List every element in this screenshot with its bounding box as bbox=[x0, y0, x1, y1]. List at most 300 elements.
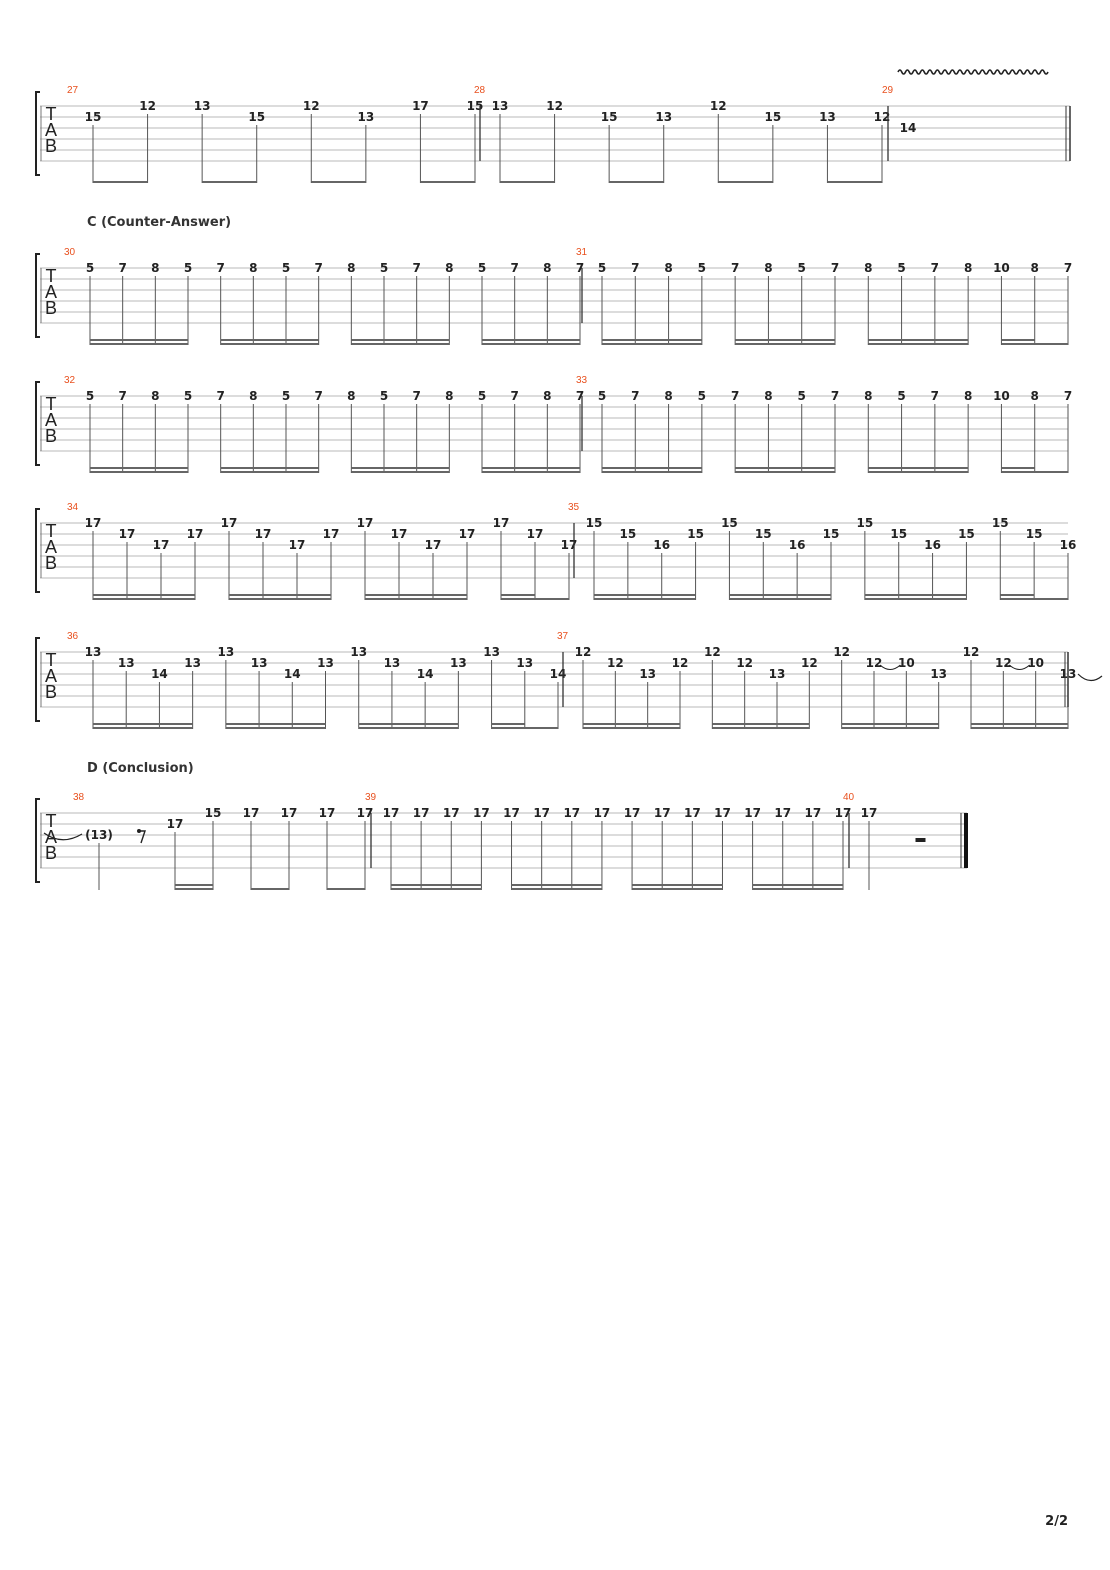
fret-number: 12 bbox=[736, 656, 754, 670]
page-number: 2/2 bbox=[1045, 1514, 1068, 1529]
fret-number: 8 bbox=[864, 389, 873, 403]
fret-number: 13 bbox=[350, 645, 368, 659]
beam-secondary bbox=[735, 467, 835, 469]
tab-clef-letter: B bbox=[44, 843, 58, 863]
fret-number: 12 bbox=[671, 656, 689, 670]
fret-number: 13 bbox=[217, 645, 235, 659]
fret-number: 13 bbox=[250, 656, 268, 670]
fret-number: 5 bbox=[797, 389, 806, 403]
fret-number: 8 bbox=[963, 261, 973, 275]
beam bbox=[351, 343, 449, 345]
fret-number: 17 bbox=[492, 516, 510, 530]
fret-number: 13 bbox=[117, 656, 135, 670]
fret-number: 17 bbox=[442, 806, 460, 820]
fret-number: 17 bbox=[860, 806, 878, 820]
fret-number: 17 bbox=[593, 806, 611, 820]
beam-secondary bbox=[1001, 339, 1034, 341]
beam bbox=[175, 888, 213, 890]
fret-number: 13 bbox=[383, 656, 401, 670]
section-label: C (Counter-Answer) bbox=[87, 215, 232, 230]
beam bbox=[229, 598, 331, 600]
fret-number: 17 bbox=[804, 806, 822, 820]
fret-number: 5 bbox=[897, 261, 906, 275]
fret-number: 7 bbox=[930, 389, 940, 403]
fret-number: 13 bbox=[819, 110, 836, 124]
fret-number: 17 bbox=[166, 817, 184, 831]
fret-number: 12 bbox=[703, 645, 721, 659]
fret-number: 15 bbox=[1025, 527, 1043, 541]
fret-number: 8 bbox=[764, 389, 773, 403]
tab-system bbox=[36, 70, 1070, 183]
beam-secondary bbox=[359, 723, 459, 725]
measure-number: 29 bbox=[882, 85, 894, 96]
fret-number: 8 bbox=[963, 389, 973, 403]
beam bbox=[1000, 598, 1068, 600]
fret-number: 17 bbox=[186, 527, 204, 541]
fret-number: 17 bbox=[503, 806, 520, 820]
tab-system bbox=[36, 502, 1076, 600]
fret-number: 12 bbox=[962, 645, 980, 659]
beam bbox=[868, 471, 968, 473]
fret-number: 17 bbox=[412, 806, 430, 820]
fret-number: 7 bbox=[730, 389, 740, 403]
beam bbox=[202, 181, 257, 183]
tab-clef-letter: A bbox=[44, 282, 58, 302]
fret-number: 16 bbox=[788, 538, 806, 552]
fret-number: 5 bbox=[897, 389, 906, 403]
beam bbox=[602, 471, 702, 473]
fret-number: 8 bbox=[543, 261, 552, 275]
beam-secondary bbox=[175, 884, 213, 886]
beam bbox=[735, 471, 835, 473]
fret-number: 5 bbox=[183, 389, 193, 403]
beam bbox=[512, 888, 602, 890]
fret-number: 17 bbox=[744, 806, 761, 820]
beam bbox=[971, 727, 1068, 729]
fret-number: 16 bbox=[924, 538, 941, 552]
fret-number: 17 bbox=[356, 806, 374, 820]
fret-number: 13 bbox=[1059, 667, 1077, 681]
fret-number: 12 bbox=[574, 645, 592, 659]
tab-clef-letter: A bbox=[44, 537, 58, 557]
fret-number: 8 bbox=[445, 261, 454, 275]
fret-number: 14 bbox=[549, 667, 567, 681]
beam bbox=[500, 181, 555, 183]
beam-secondary bbox=[93, 594, 195, 596]
fret-number: 7 bbox=[730, 261, 740, 275]
fret-number: 17 bbox=[280, 806, 298, 820]
beam-secondary bbox=[842, 723, 939, 725]
beam-secondary bbox=[632, 884, 722, 886]
fret-number: 7 bbox=[118, 261, 127, 275]
beam bbox=[221, 471, 319, 473]
final-barline-thick bbox=[964, 813, 968, 868]
beam bbox=[359, 727, 459, 729]
fret-number: 7 bbox=[575, 261, 585, 275]
tab-system bbox=[36, 375, 1072, 473]
beam bbox=[482, 343, 580, 345]
fret-number: 12 bbox=[302, 99, 320, 113]
fret-number: 12 bbox=[994, 656, 1012, 670]
system-bracket bbox=[36, 254, 40, 337]
beam bbox=[93, 727, 193, 729]
beam bbox=[1001, 471, 1068, 473]
beam bbox=[735, 343, 835, 345]
fret-number: 12 bbox=[865, 656, 883, 670]
beam-secondary bbox=[971, 723, 1068, 725]
fret-number: 17 bbox=[774, 806, 792, 820]
fret-number: 17 bbox=[683, 806, 701, 820]
beam-secondary bbox=[602, 339, 702, 341]
beam-secondary bbox=[753, 884, 843, 886]
beam-secondary bbox=[221, 467, 319, 469]
beam-secondary bbox=[865, 594, 967, 596]
beam-secondary bbox=[594, 594, 696, 596]
measure-number: 35 bbox=[568, 502, 580, 513]
fret-number: 12 bbox=[833, 645, 851, 659]
system-bracket bbox=[36, 638, 40, 721]
measure-number: 40 bbox=[843, 792, 855, 803]
tab-clef-letter: B bbox=[44, 682, 58, 702]
fret-number: 7 bbox=[412, 261, 421, 275]
tab-clef-letter: B bbox=[44, 553, 58, 573]
beam bbox=[221, 343, 319, 345]
fret-number: 17 bbox=[412, 99, 429, 113]
tab-clef-letter: B bbox=[44, 426, 58, 446]
fret-number: (13) bbox=[85, 828, 113, 842]
fret-number: 12 bbox=[139, 99, 156, 113]
beam-secondary bbox=[90, 467, 188, 469]
fret-number: 7 bbox=[216, 389, 225, 403]
fret-number: 7 bbox=[314, 261, 323, 275]
fret-number: 17 bbox=[623, 806, 641, 820]
fret-number: 5 bbox=[597, 389, 607, 403]
measure-number: 31 bbox=[576, 247, 588, 258]
measure-number: 27 bbox=[67, 85, 79, 96]
tab-system bbox=[36, 631, 1102, 729]
measure-number: 30 bbox=[64, 247, 76, 258]
fret-number: 7 bbox=[830, 389, 840, 403]
beam bbox=[93, 181, 148, 183]
beam bbox=[583, 727, 680, 729]
fret-number: 10 bbox=[993, 389, 1010, 403]
fret-number: 5 bbox=[697, 389, 707, 403]
system-bracket bbox=[36, 799, 40, 882]
fret-number: 17 bbox=[390, 527, 408, 541]
fret-number: 13 bbox=[450, 656, 467, 670]
beam bbox=[868, 343, 968, 345]
fret-number: 5 bbox=[85, 261, 95, 275]
fret-number: 17 bbox=[382, 806, 400, 820]
tab-clef-letter: T bbox=[45, 811, 57, 831]
fret-number: 17 bbox=[526, 527, 544, 541]
tab-clef-letter: T bbox=[45, 394, 57, 414]
fret-number: 15 bbox=[890, 527, 908, 541]
fret-number: 7 bbox=[1063, 261, 1073, 275]
fret-number: 15 bbox=[991, 516, 1009, 530]
beam bbox=[351, 471, 449, 473]
fret-number: 17 bbox=[560, 538, 578, 552]
beam-secondary bbox=[512, 884, 602, 886]
fret-number: 7 bbox=[216, 261, 225, 275]
fret-number: 15 bbox=[764, 110, 782, 124]
tab-system bbox=[36, 761, 968, 890]
beam bbox=[842, 727, 939, 729]
fret-number: 7 bbox=[510, 261, 519, 275]
beam-secondary bbox=[501, 594, 535, 596]
fret-number: 8 bbox=[347, 261, 356, 275]
beam-secondary bbox=[868, 339, 968, 341]
fret-number: 15 bbox=[600, 110, 618, 124]
fret-number: 17 bbox=[653, 806, 671, 820]
beam bbox=[420, 181, 475, 183]
beam bbox=[251, 888, 289, 890]
tab-clef-letter: T bbox=[45, 650, 57, 670]
tab-clef-letter: A bbox=[44, 120, 58, 140]
beam bbox=[226, 727, 326, 729]
eighth-rest-stem bbox=[139, 831, 145, 843]
fret-number: 5 bbox=[183, 261, 193, 275]
measure-number: 38 bbox=[73, 792, 85, 803]
fret-number: 7 bbox=[575, 389, 585, 403]
fret-number: 8 bbox=[764, 261, 773, 275]
fret-number: 5 bbox=[797, 261, 806, 275]
beam bbox=[391, 888, 481, 890]
fret-number: 12 bbox=[546, 99, 563, 113]
fret-number: 16 bbox=[1059, 538, 1077, 552]
fret-number: 5 bbox=[85, 389, 95, 403]
tie-out bbox=[1078, 674, 1102, 681]
beam bbox=[492, 727, 558, 729]
fret-number: 8 bbox=[1030, 261, 1039, 275]
beam bbox=[93, 598, 195, 600]
fret-number: 15 bbox=[84, 110, 102, 124]
fret-number: 13 bbox=[483, 645, 500, 659]
fret-number: 17 bbox=[254, 527, 272, 541]
fret-number: 17 bbox=[533, 806, 551, 820]
beam-secondary bbox=[351, 467, 449, 469]
measure-number: 28 bbox=[474, 85, 486, 96]
beam bbox=[602, 343, 702, 345]
beam-secondary bbox=[583, 723, 680, 725]
fret-number: 15 bbox=[721, 516, 738, 530]
fret-number: 5 bbox=[379, 389, 389, 403]
fret-number: 15 bbox=[822, 527, 840, 541]
fret-number: 7 bbox=[631, 389, 640, 403]
beam bbox=[482, 471, 580, 473]
measure-number: 34 bbox=[67, 502, 79, 513]
fret-number: 7 bbox=[830, 261, 840, 275]
fret-number: 14 bbox=[151, 667, 168, 681]
fret-number: 7 bbox=[631, 261, 640, 275]
fret-number: 14 bbox=[416, 667, 434, 681]
beam-secondary bbox=[712, 723, 809, 725]
fret-number: 8 bbox=[664, 389, 673, 403]
fret-number: 12 bbox=[873, 110, 891, 124]
fret-number: 8 bbox=[864, 261, 873, 275]
beam-secondary bbox=[1001, 467, 1034, 469]
fret-number: 8 bbox=[151, 261, 160, 275]
half-rest bbox=[916, 838, 926, 842]
beam-secondary bbox=[729, 594, 831, 596]
vibrato-mark bbox=[898, 70, 1048, 74]
fret-number: 13 bbox=[184, 656, 201, 670]
tab-clef-letter: A bbox=[44, 827, 58, 847]
fret-number: 15 bbox=[585, 516, 603, 530]
beam bbox=[712, 727, 809, 729]
fret-number: 10 bbox=[993, 261, 1010, 275]
section-label: D (Conclusion) bbox=[87, 761, 194, 776]
fret-number: 8 bbox=[664, 261, 673, 275]
beam-secondary bbox=[482, 467, 580, 469]
tab-clef-letter: T bbox=[45, 104, 57, 124]
fret-number: 17 bbox=[458, 527, 476, 541]
beam-secondary bbox=[90, 339, 188, 341]
fret-number: 17 bbox=[356, 516, 374, 530]
fret-number: 17 bbox=[242, 806, 260, 820]
fret-number: 13 bbox=[768, 667, 786, 681]
tab-clef-letter: A bbox=[44, 410, 58, 430]
fret-number: 10 bbox=[1027, 656, 1045, 670]
fret-number: 15 bbox=[856, 516, 874, 530]
fret-number: 13 bbox=[639, 667, 657, 681]
fret-number: 7 bbox=[930, 261, 940, 275]
beam bbox=[729, 598, 831, 600]
fret-number: 13 bbox=[357, 110, 375, 124]
beam-secondary bbox=[735, 339, 835, 341]
fret-number: 17 bbox=[322, 527, 340, 541]
fret-number: 13 bbox=[491, 99, 509, 113]
fret-number: 8 bbox=[249, 261, 258, 275]
beam bbox=[327, 888, 365, 890]
fret-number: 13 bbox=[930, 667, 948, 681]
tab-clef-letter: T bbox=[45, 266, 57, 286]
fret-number: 12 bbox=[800, 656, 818, 670]
fret-number: 7 bbox=[118, 389, 127, 403]
tab-clef-letter: T bbox=[45, 521, 57, 541]
fret-number: 5 bbox=[597, 261, 607, 275]
fret-number: 7 bbox=[314, 389, 323, 403]
beam bbox=[365, 598, 467, 600]
fret-number: 13 bbox=[84, 645, 102, 659]
beam-secondary bbox=[868, 467, 968, 469]
fret-number: 12 bbox=[606, 656, 624, 670]
fret-number: 17 bbox=[563, 806, 581, 820]
measure-number: 33 bbox=[576, 375, 588, 386]
fret-number: 8 bbox=[1030, 389, 1039, 403]
fret-number: 13 bbox=[516, 656, 534, 670]
tab-clef-letter: B bbox=[44, 136, 58, 156]
beam bbox=[632, 888, 722, 890]
beam-secondary bbox=[93, 723, 193, 725]
systems-layer bbox=[36, 70, 1102, 890]
beam-secondary bbox=[602, 467, 702, 469]
system-bracket bbox=[36, 509, 40, 592]
fret-number: 12 bbox=[709, 99, 727, 113]
fret-number: 13 bbox=[193, 99, 211, 113]
beam-secondary bbox=[391, 884, 481, 886]
beam-secondary bbox=[492, 723, 525, 725]
measure-number: 36 bbox=[67, 631, 79, 642]
fret-number: 15 bbox=[248, 110, 266, 124]
beam bbox=[827, 181, 882, 183]
fret-number: 15 bbox=[466, 99, 484, 113]
fret-number: 17 bbox=[84, 516, 102, 530]
fret-number: 15 bbox=[754, 527, 772, 541]
fret-number: 5 bbox=[477, 389, 487, 403]
fret-number: 15 bbox=[687, 527, 704, 541]
fret-number: 17 bbox=[152, 538, 170, 552]
beam bbox=[718, 181, 773, 183]
fret-number: 17 bbox=[118, 527, 136, 541]
beam bbox=[90, 471, 188, 473]
fret-number: 13 bbox=[655, 110, 673, 124]
fret-number: 17 bbox=[318, 806, 336, 820]
fret-number: 17 bbox=[288, 538, 306, 552]
system-bracket bbox=[36, 92, 40, 175]
fret-number: 8 bbox=[249, 389, 258, 403]
beam-secondary bbox=[351, 339, 449, 341]
beam bbox=[501, 598, 569, 600]
fret-number: 17 bbox=[220, 516, 238, 530]
fret-number: 15 bbox=[204, 806, 222, 820]
fret-number: 5 bbox=[477, 261, 487, 275]
fret-number: 8 bbox=[347, 389, 356, 403]
fret-number: 17 bbox=[834, 806, 852, 820]
beam bbox=[90, 343, 188, 345]
fret-number: 5 bbox=[281, 261, 291, 275]
fret-number: 17 bbox=[424, 538, 442, 552]
fret-number: 17 bbox=[714, 806, 731, 820]
beam bbox=[609, 181, 664, 183]
measure-number: 39 bbox=[365, 792, 377, 803]
tab-clef-letter: A bbox=[44, 666, 58, 686]
beam-secondary bbox=[229, 594, 331, 596]
fret-number: 7 bbox=[412, 389, 421, 403]
measure-number: 37 bbox=[557, 631, 569, 642]
fret-number: 13 bbox=[317, 656, 334, 670]
fret-number: 17 bbox=[473, 806, 490, 820]
fret-number: 5 bbox=[379, 261, 389, 275]
tab-clef-letter: B bbox=[44, 298, 58, 318]
fret-number: 7 bbox=[1063, 389, 1073, 403]
beam-secondary bbox=[1000, 594, 1034, 596]
beam bbox=[865, 598, 967, 600]
beam bbox=[753, 888, 843, 890]
fret-number: 8 bbox=[445, 389, 454, 403]
fret-number: 16 bbox=[653, 538, 671, 552]
fret-number: 5 bbox=[697, 261, 707, 275]
fret-number: 15 bbox=[958, 527, 975, 541]
fret-number: 7 bbox=[510, 389, 519, 403]
fret-number: 15 bbox=[619, 527, 637, 541]
fret-number: 8 bbox=[543, 389, 552, 403]
measure-number: 32 bbox=[64, 375, 76, 386]
fret-number: 5 bbox=[281, 389, 291, 403]
fret-number: 10 bbox=[897, 656, 915, 670]
system-bracket bbox=[36, 382, 40, 465]
fret-number: 14 bbox=[899, 121, 917, 135]
tab-system bbox=[36, 215, 1072, 345]
beam-secondary bbox=[482, 339, 580, 341]
fret-number: 8 bbox=[151, 389, 160, 403]
beam bbox=[311, 181, 366, 183]
beam-secondary bbox=[226, 723, 326, 725]
beam bbox=[594, 598, 696, 600]
fret-number: 14 bbox=[283, 667, 301, 681]
beam-secondary bbox=[221, 339, 319, 341]
beam-secondary bbox=[365, 594, 467, 596]
